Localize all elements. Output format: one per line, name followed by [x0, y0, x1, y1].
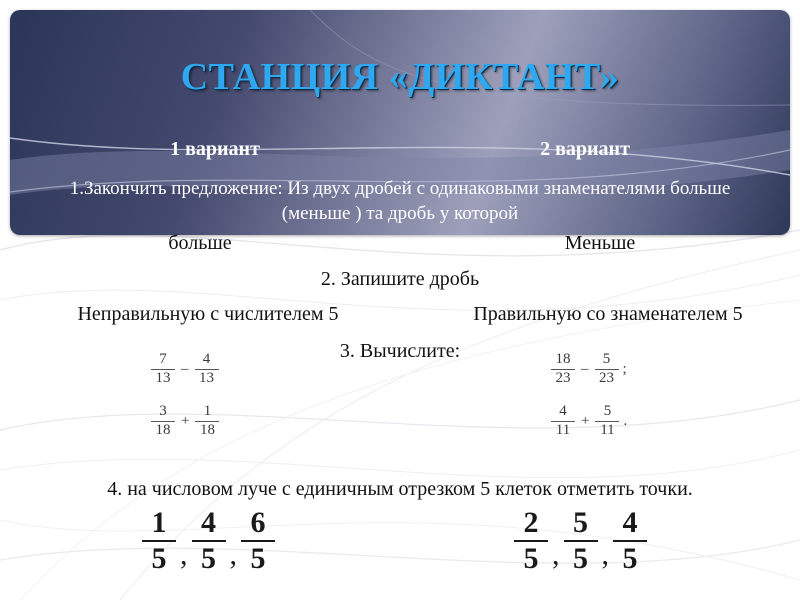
fraction — [195, 352, 219, 387]
answer-2-variant-1: Неправильную с числителем 5 — [77, 303, 339, 325]
fraction-numerator: 18 — [555, 351, 571, 367]
expression-variant1-line1 — [148, 352, 223, 387]
fraction-denominator: 5 — [151, 542, 167, 575]
point-fraction — [142, 508, 176, 574]
fraction — [595, 404, 619, 439]
point-fraction — [514, 508, 548, 574]
fraction-numerator: 1 — [151, 506, 167, 539]
point-fraction — [564, 508, 598, 574]
fraction-numerator: 5 — [602, 351, 611, 367]
expression-variant2-line1 — [548, 352, 627, 387]
fraction-numerator: 4 — [202, 351, 211, 367]
point-fraction — [613, 508, 647, 574]
fraction-denominator: 18 — [155, 421, 171, 438]
title-banner — [10, 10, 790, 235]
fraction-numerator: 2 — [523, 506, 539, 539]
answer-1-variant-1: больше — [168, 232, 232, 254]
fraction — [151, 352, 175, 387]
fraction-denominator: 5 — [250, 542, 266, 575]
fraction-denominator: 11 — [555, 421, 571, 438]
point-fraction — [192, 508, 226, 574]
fraction — [595, 352, 619, 387]
fraction-numerator: 5 — [603, 403, 612, 419]
answer-2-variant-2: Правильную со знаменателем 5 — [473, 303, 743, 325]
fraction — [551, 352, 575, 387]
question-1-text: 1.Закончить предложение: Из двух дробей с одинаковыми знаменателями больше (меньше ) та дробь у которой — [69, 178, 731, 224]
fraction-denominator: 23 — [599, 369, 614, 386]
fraction-denominator: 5 — [622, 542, 638, 575]
operator: – — [181, 360, 189, 377]
fraction-denominator: 5 — [201, 542, 216, 575]
page-title: СТАНЦИЯ «ДИКТАНТ» — [180, 56, 620, 98]
fraction-numerator: 6 — [250, 506, 266, 539]
separator: , — [229, 538, 237, 571]
expression-tail: . — [623, 412, 628, 429]
fraction-denominator: 5 — [573, 542, 588, 575]
operator: + — [581, 412, 590, 429]
question-4-text: 4. на числовом луче с единичным отрезком 5 клеток отметить точки. — [107, 478, 693, 500]
separator: , — [180, 538, 188, 571]
fraction-denominator: 11 — [600, 421, 615, 438]
answer-1-variant-2: Меньше — [564, 232, 636, 254]
question-3-text: 3. Вычислите: — [339, 340, 461, 362]
variant-label-1: 1 вариант — [170, 138, 260, 160]
question-1-answers — [0, 232, 800, 255]
question-2-text: 2. Запишите дробь — [320, 268, 480, 290]
fraction-denominator: 13 — [155, 369, 171, 386]
operator: – — [581, 360, 589, 377]
expression-tail: ; — [622, 360, 627, 377]
expression-variant1-line2 — [148, 404, 223, 439]
separator: , — [552, 538, 560, 571]
fraction-numerator: 1 — [203, 403, 212, 419]
separator: , — [601, 538, 609, 571]
variant-header-row — [10, 138, 790, 161]
operator: + — [181, 412, 190, 429]
points-variant-1 — [140, 508, 277, 574]
fraction — [195, 404, 219, 439]
expression-variant2-line2 — [548, 404, 627, 439]
points-variant-2 — [512, 508, 649, 574]
question-2-answers — [0, 303, 800, 326]
fraction-denominator: 23 — [555, 369, 571, 386]
fraction-numerator: 4 — [622, 506, 638, 539]
point-fraction — [241, 508, 275, 574]
fraction-numerator: 4 — [201, 506, 216, 539]
fraction-numerator: 4 — [559, 403, 567, 419]
fraction-denominator: 5 — [523, 542, 539, 575]
fraction — [551, 404, 575, 439]
fraction — [151, 404, 175, 439]
fraction-numerator: 5 — [573, 506, 588, 539]
variant-label-2: 2 вариант — [540, 138, 630, 160]
fraction-denominator: 18 — [199, 421, 215, 438]
fraction-numerator: 3 — [159, 403, 167, 419]
fraction-denominator: 13 — [199, 369, 214, 386]
fraction-numerator: 7 — [159, 351, 167, 367]
